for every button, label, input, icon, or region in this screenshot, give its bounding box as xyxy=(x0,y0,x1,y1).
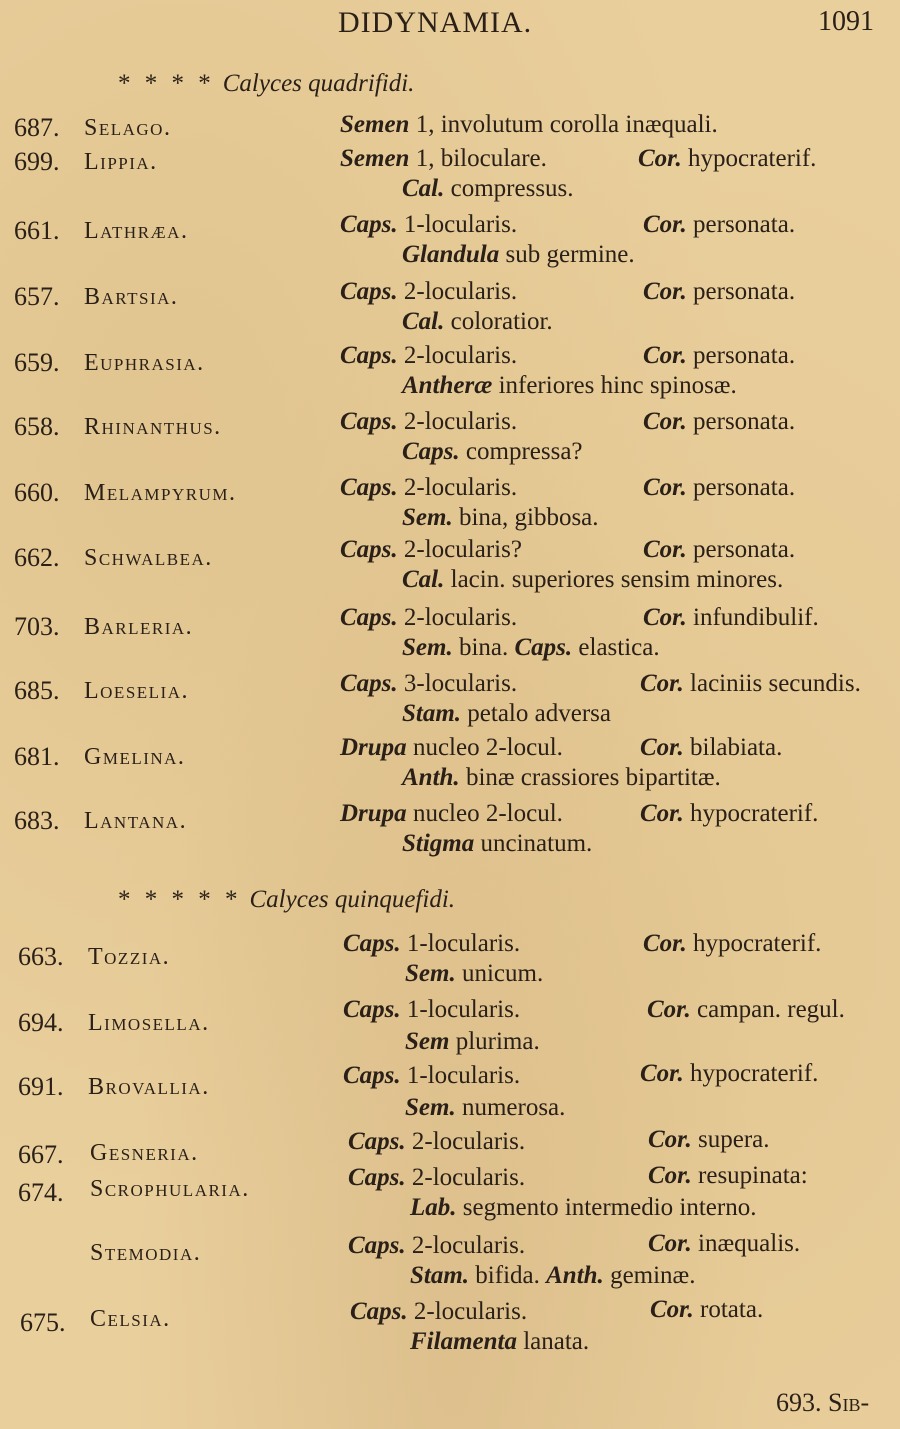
entry-number: 657. xyxy=(14,282,60,311)
catchword: 693. Sib- xyxy=(776,1388,870,1417)
corolla-note: Cor. personata. xyxy=(643,211,796,238)
corolla-note: Cor. personata. xyxy=(643,278,796,305)
description-subline: Anth. binæ crassiores bipartitæ. xyxy=(402,764,721,791)
description-line: Caps. 1-locularis. xyxy=(343,930,521,957)
description-subline: Glandula sub germine. xyxy=(402,241,635,268)
description-subline: Stam. bifida. Anth. geminæ. xyxy=(410,1262,696,1289)
genus-name: Selago. xyxy=(84,115,172,141)
entry-number: 683. xyxy=(14,806,60,835)
corolla-note: Cor. personata. xyxy=(643,342,796,369)
description-subline: Sem. unicum. xyxy=(405,960,544,987)
description-subline: Sem. bina. Caps. elastica. xyxy=(402,634,660,661)
entry-number: 658. xyxy=(14,412,60,441)
corolla-note: Cor. hypocraterif. xyxy=(638,145,817,172)
genus-name: Gmelina. xyxy=(84,744,186,770)
entry-number: 660. xyxy=(14,478,60,507)
description-line: Caps. 1-locularis. xyxy=(340,211,518,238)
description-subline: Lab. segmento intermedio interno. xyxy=(410,1194,757,1221)
description-line: Caps. 2-locularis. xyxy=(348,1232,526,1259)
genus-name: Scrophularia. xyxy=(90,1176,250,1202)
description-line: Caps. 2-locularis. xyxy=(340,474,518,501)
corolla-note: Cor. bilabiata. xyxy=(640,734,783,761)
description-line: Semen 1, biloculare. xyxy=(340,145,547,172)
entry-number: 703. xyxy=(14,612,60,641)
description-line: Caps. 1-locularis. xyxy=(343,996,521,1023)
entry-number: 694. xyxy=(18,1008,64,1037)
corolla-note: Cor. personata. xyxy=(643,408,796,435)
genus-name: Lantana. xyxy=(84,808,188,834)
corolla-note: Cor. laciniis secundis. xyxy=(640,670,861,697)
description-line: Semen 1, involutum corolla inæquali. xyxy=(340,111,718,138)
genus-name: Loeselia. xyxy=(84,678,189,704)
description-subline: Filamenta lanata. xyxy=(410,1328,590,1355)
corolla-note: Cor. personata. xyxy=(643,474,796,501)
corolla-note: Cor. supera. xyxy=(648,1126,770,1153)
description-line: Caps. 2-locularis. xyxy=(340,408,518,435)
entry-number: 674. xyxy=(18,1178,64,1207)
description-subline: Sem plurima. xyxy=(405,1028,540,1055)
entry-number: 659. xyxy=(14,348,60,377)
description-line: Caps. 2-locularis. xyxy=(340,342,518,369)
genus-name: Rhinanthus. xyxy=(84,414,222,440)
corolla-note: Cor. personata. xyxy=(643,536,796,563)
corolla-note: Cor. inæqualis. xyxy=(648,1230,801,1257)
corolla-note: Cor. hypocraterif. xyxy=(640,800,819,827)
description-subline: Caps. compressa? xyxy=(402,438,583,465)
entry-number: 667. xyxy=(18,1140,64,1169)
section-stars: * * * * xyxy=(118,70,215,97)
description-line: Caps. 2-locularis. xyxy=(340,278,518,305)
genus-name: Barleria. xyxy=(84,614,194,640)
corolla-note: Cor. hypocraterif. xyxy=(643,930,822,957)
description-subline: Cal. compressus. xyxy=(402,175,574,202)
genus-name: Melampyrum. xyxy=(84,480,237,506)
entry-number: 681. xyxy=(14,742,60,771)
entry-number: 687. xyxy=(14,113,60,142)
section-title: Calyces quadrifidi. xyxy=(222,70,415,97)
description-subline: Cal. lacin. superiores sensim minores. xyxy=(402,566,784,593)
genus-name: Bartsia. xyxy=(84,284,179,310)
genus-name: Brovallia. xyxy=(88,1074,210,1100)
genus-name: Schwalbea. xyxy=(84,545,213,571)
genus-name: Tozzia. xyxy=(88,944,171,970)
page-number: 1091 xyxy=(818,6,874,37)
description-line: Drupa nucleo 2-locul. xyxy=(340,800,563,827)
description-line: Caps. 2-locularis? xyxy=(340,536,522,563)
corolla-note: Cor. resupinata: xyxy=(648,1162,808,1189)
description-subline: Sem. bina, gibbosa. xyxy=(402,504,599,531)
corolla-note: Cor. hypocraterif. xyxy=(640,1060,819,1087)
section-title: Calyces quinquefidi. xyxy=(249,886,456,913)
running-header-title: DIDYNAMIA. xyxy=(338,6,533,39)
corolla-note: Cor. infundibulif. xyxy=(643,604,819,631)
genus-name: Limosella. xyxy=(88,1010,210,1036)
corolla-note: Cor. campan. regul. xyxy=(647,996,845,1023)
genus-name: Gesneria. xyxy=(90,1140,199,1166)
genus-name: Lathræa. xyxy=(84,218,189,244)
entry-number: 662. xyxy=(14,543,60,572)
description-subline: Sem. numerosa. xyxy=(405,1094,566,1121)
entry-number: 699. xyxy=(14,147,60,176)
entry-number: 685. xyxy=(14,676,60,705)
section-heading xyxy=(118,70,414,98)
description-line: Caps. 1-locularis. xyxy=(343,1062,521,1089)
genus-name: Lippia. xyxy=(84,149,158,175)
description-subline: Stigma uncinatum. xyxy=(402,830,593,857)
entry-number: 661. xyxy=(14,216,60,245)
entry-number: 663. xyxy=(18,942,64,971)
entry-number: 675. xyxy=(20,1308,66,1337)
description-line: Caps. 2-locularis. xyxy=(340,604,518,631)
entry-number: 691. xyxy=(18,1072,64,1101)
section-stars: * * * * * xyxy=(118,886,242,913)
genus-name: Celsia. xyxy=(90,1306,171,1332)
genus-name: Euphrasia. xyxy=(84,350,205,376)
description-line: Drupa nucleo 2-locul. xyxy=(340,734,563,761)
genus-name: Stemodia. xyxy=(90,1240,202,1266)
description-line: Caps. 2-locularis. xyxy=(350,1298,528,1325)
description-line: Caps. 2-locularis. xyxy=(348,1164,526,1191)
corolla-note: Cor. rotata. xyxy=(650,1296,764,1323)
description-subline: Antheræ inferiores hinc spinosæ. xyxy=(402,372,737,399)
description-subline: Stam. petalo adversa xyxy=(402,700,611,727)
description-line: Caps. 3-locularis. xyxy=(340,670,518,697)
description-subline: Cal. coloratior. xyxy=(402,308,553,335)
section-heading xyxy=(118,886,455,914)
description-line: Caps. 2-locularis. xyxy=(348,1128,526,1155)
